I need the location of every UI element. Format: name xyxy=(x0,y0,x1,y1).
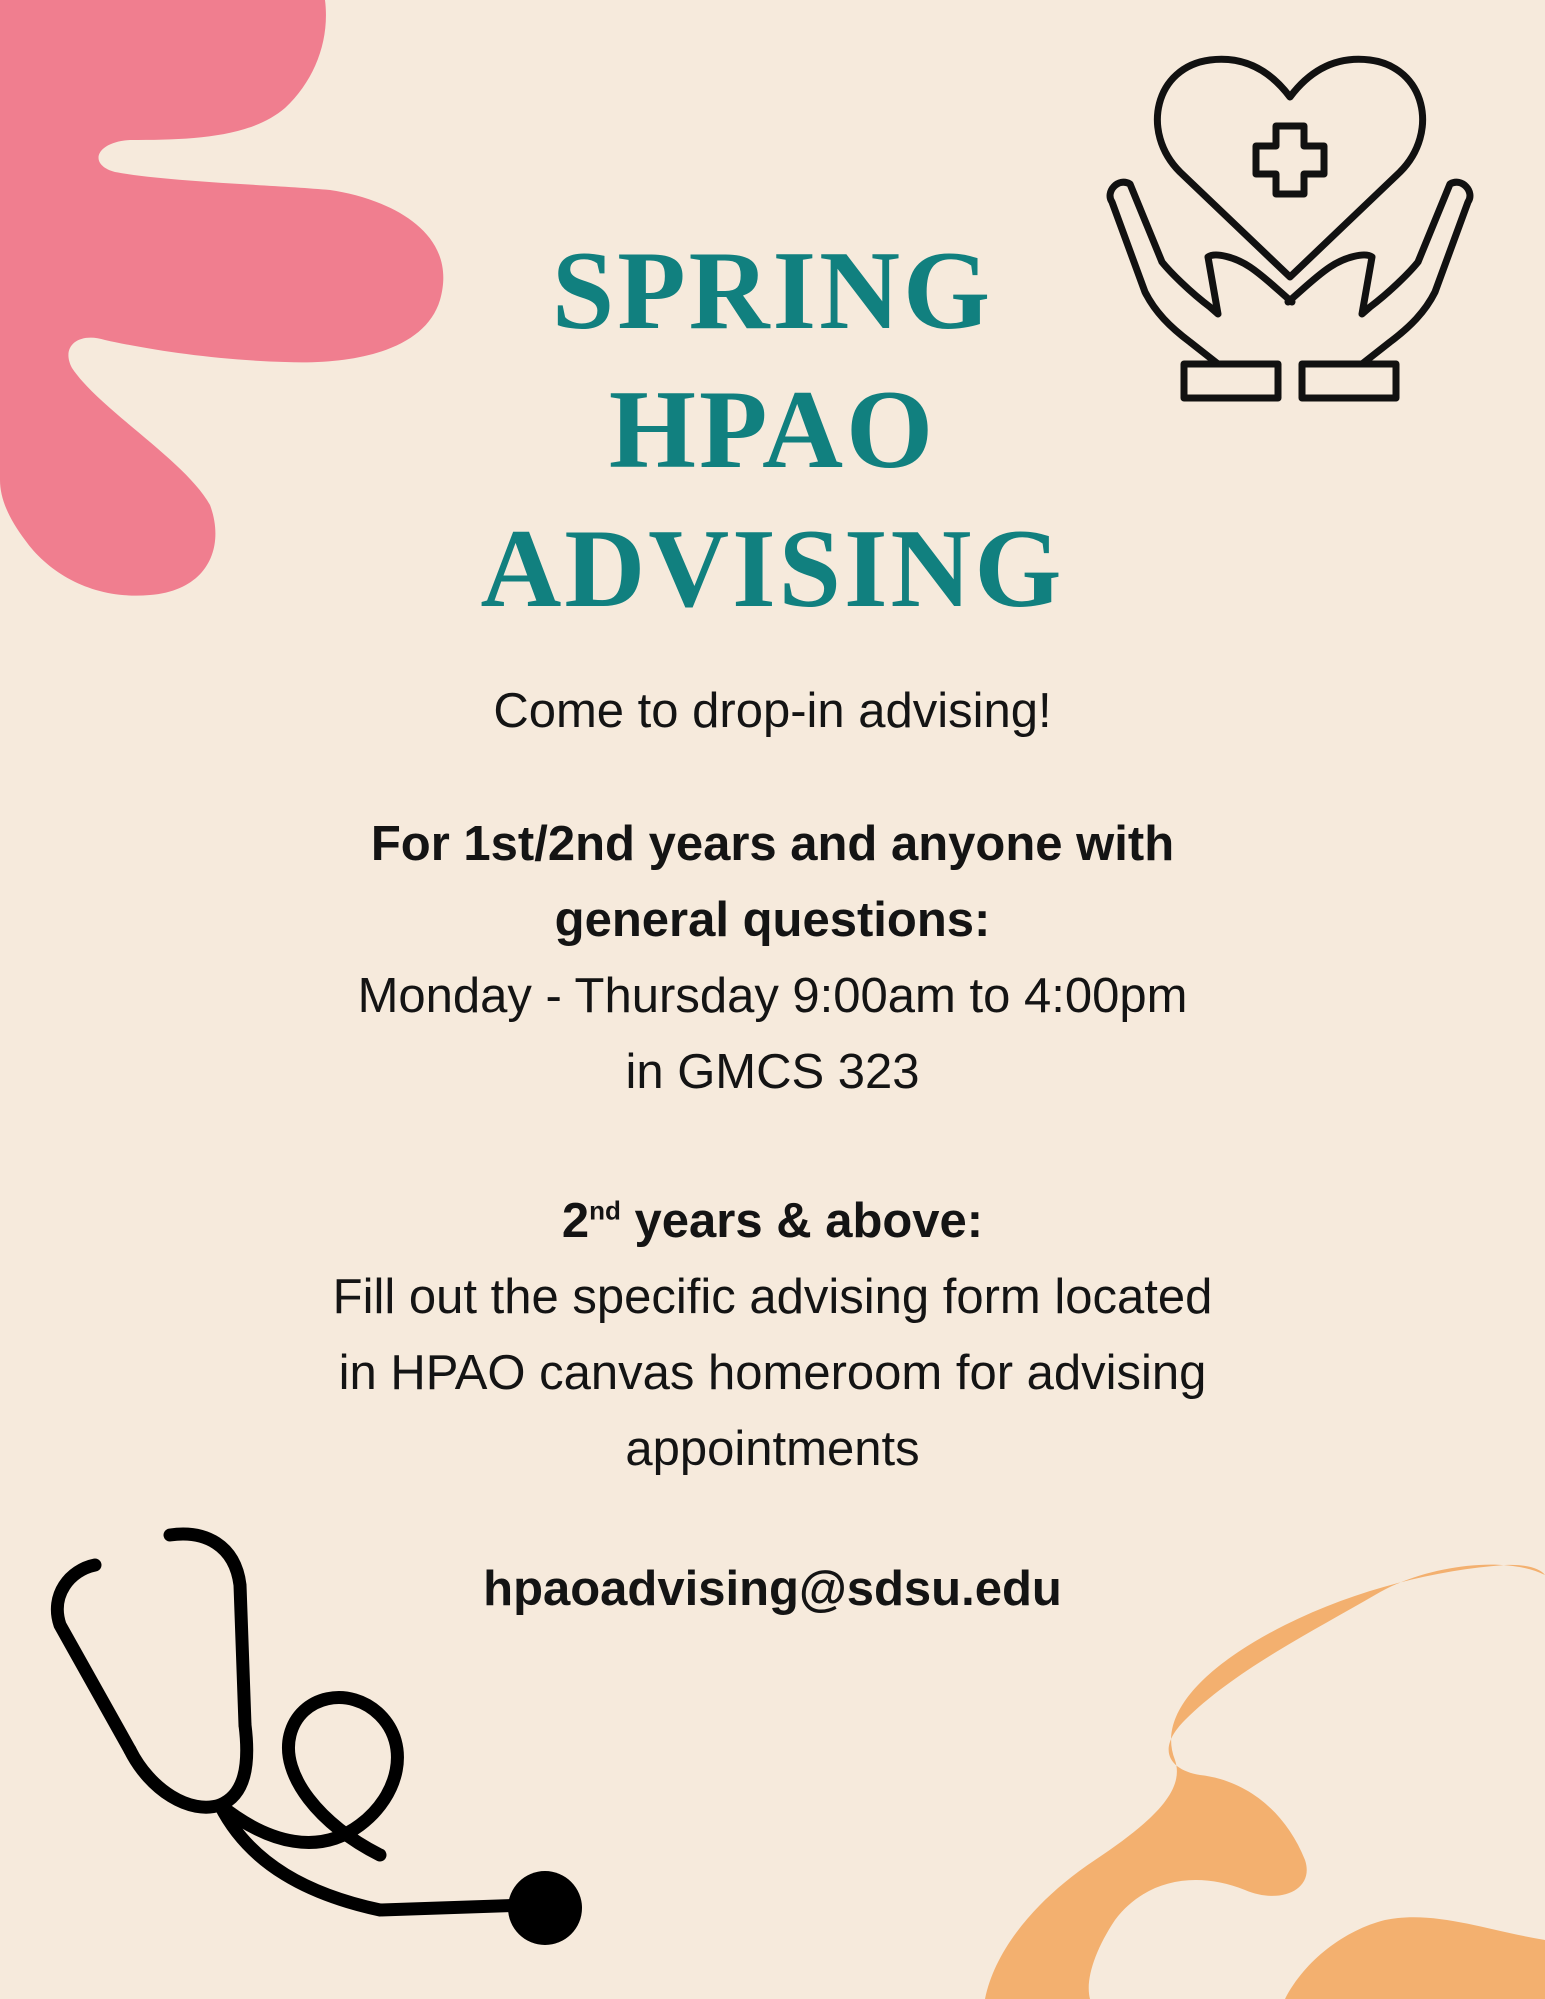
intro-text xyxy=(200,673,1345,749)
title-line-spring: SPRING xyxy=(551,229,994,353)
stethoscope-left-earpiece xyxy=(57,1565,130,1750)
general-heading-line1: For 1st/2nd years and anyone with xyxy=(370,817,1175,871)
general-advising-section xyxy=(200,806,1345,1110)
general-schedule-line2: in GMCS 323 xyxy=(625,1045,920,1099)
upper-heading-superscript: nd xyxy=(589,1195,621,1226)
stethoscope-chestpiece xyxy=(508,1871,582,1945)
stethoscope-tube xyxy=(130,1698,528,1910)
contact-section xyxy=(200,1551,1345,1627)
upper-text-line1: Fill out the specific advising form located xyxy=(332,1270,1213,1324)
general-schedule-line1: Monday - Thursday 9:00am to 4:00pm xyxy=(357,969,1188,1023)
upper-heading xyxy=(200,1183,1345,1259)
upper-years-section xyxy=(200,1183,1345,1487)
title-line-advising: ADVISING xyxy=(480,507,1065,631)
upper-text-line2: in HPAO canvas homeroom for advising xyxy=(338,1346,1207,1400)
upper-text-line3: appointments xyxy=(625,1422,920,1476)
poster-title xyxy=(0,222,1545,639)
title-line-hpao: HPAO xyxy=(608,368,937,492)
medical-cross xyxy=(1256,126,1324,194)
upper-heading-rest: years & above: xyxy=(620,1194,984,1248)
general-heading-line2: general questions: xyxy=(554,893,991,947)
orange-blob-lower-lobe xyxy=(1285,1917,1545,1999)
upper-heading-number: 2 xyxy=(561,1194,590,1248)
intro-line: Come to drop-in advising! xyxy=(493,684,1052,738)
contact-email[interactable]: hpaoadvising@sdsu.edu xyxy=(483,1562,1062,1616)
